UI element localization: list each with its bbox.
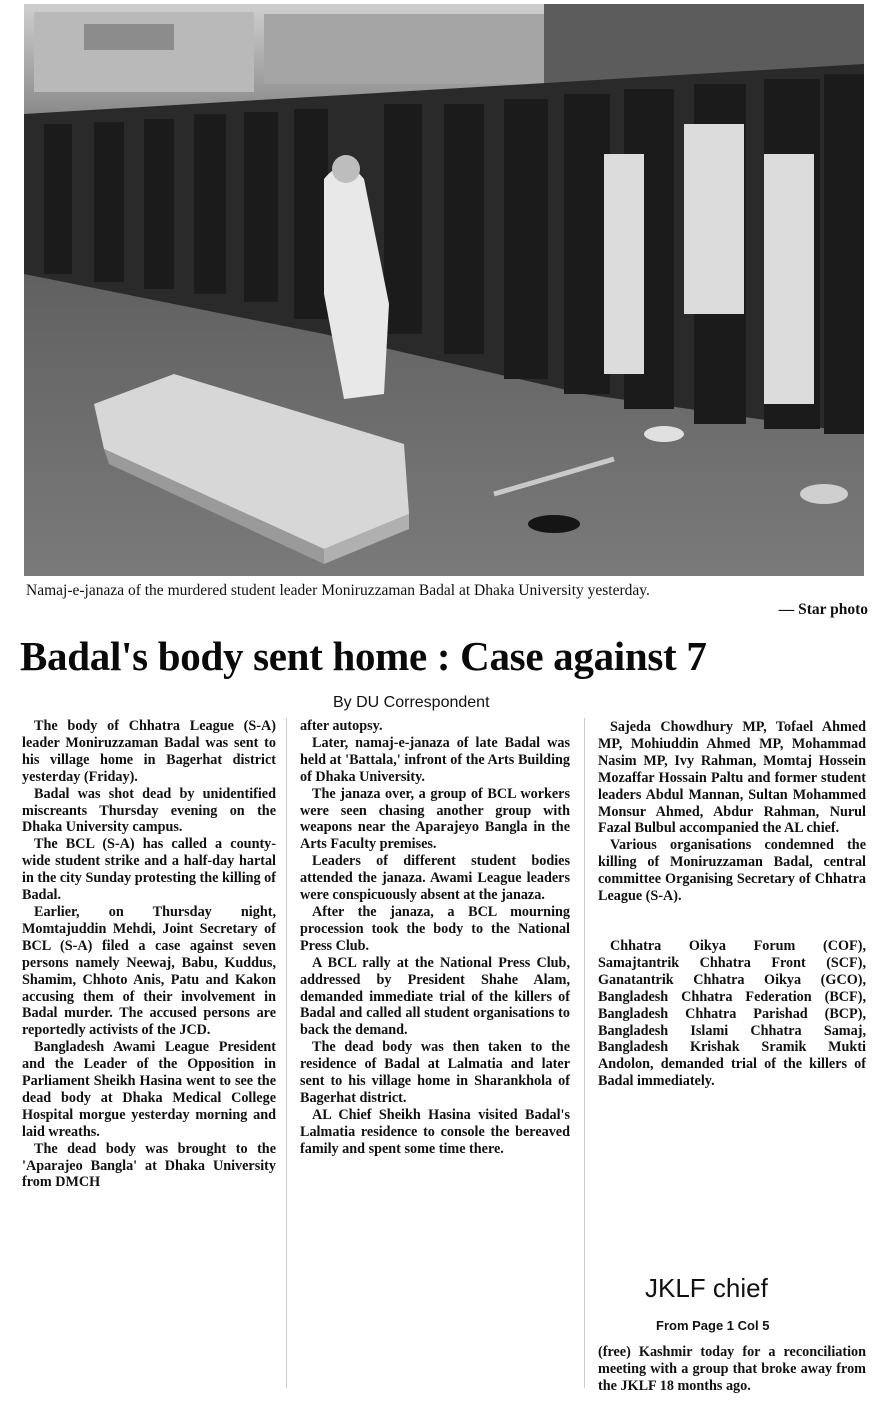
photo-credit: — Star photo	[778, 601, 868, 618]
paragraph: A BCL rally at the National Press Club, addressed by President Shahe Alam, demanded immediate trial of the killers of Badal and called all student organisations to back the demand.	[300, 954, 570, 1039]
column-divider	[286, 718, 287, 1388]
article-column-1	[22, 718, 276, 1191]
paragraph: The janaza over, a group of BCL workers were seen chasing another group with weapons near the Aparajeyo Bangla in the Arts Faculty premises.	[300, 785, 570, 853]
headline: Badal's body sent home : Case against 7	[20, 633, 707, 679]
paragraph: After the janaza, a BCL mourning procession took the body to the National Press Club.	[300, 903, 570, 954]
jklf-article	[598, 1344, 866, 1395]
caption-text: Namaj-e-janaza of the murdered student leader Moniruzzaman Badal at Dhaka University yesterday.	[26, 582, 650, 599]
column-divider	[584, 718, 585, 1388]
paragraph: AL Chief Sheikh Hasina visited Badal's Lalmatia residence to console the bereaved family and spent some time there.	[300, 1106, 570, 1157]
paragraph: The body of Chhatra League (S-A) leader Moniruzzaman Badal was sent to his village home in Bagerhat district yesterday (Friday).	[22, 718, 276, 785]
paragraph: The dead body was brought to the 'Aparajeo Bangla' at Dhaka University from DMCH	[22, 1140, 276, 1191]
paragraph: Chhatra Oikya Forum (COF), Samajtantrik Chhatra Front (SCF), Ganatantrik Chhatra Oikya (GCO), Bangladesh Chhatra Federation (BCF), Bangladesh Chhatra Parishad (BCP), Bangladesh Islami Chhatra Samaj, Bangladesh Krishak Sramik Mukti Andolon, demanded trial of the killers of Badal immediately.	[598, 937, 866, 1090]
news-photo	[24, 4, 864, 576]
paragraph: Sajeda Chowdhury MP, Tofael Ahmed MP, Mohiuddin Ahmed MP, Mohammad Nasim MP, Ivy Rahman, Momtaj Hossein Mozaffar Hossain Paltu and former student leaders Abdul Mannan, Sultan Mohammed Monsur Ahmed, Abdur Rahman, Nurul Fazal Bulbul accompanied the AL chief.	[598, 719, 866, 837]
paragraph: Earlier, on Thursday night, Momtajuddin Mehdi, Joint Secretary of BCL (S-A) filed a case against seven persons namely Neewaj, Babu, Kuddus, Shamim, Chhoto Anis, Patu and Kakon accusing them of their involvement in Badal murder. The accused persons are reportedly activists of the JCD.	[22, 903, 276, 1039]
photo-caption	[26, 581, 868, 618]
article-column-2	[300, 718, 570, 1158]
paragraph: The BCL (S-A) has called a county-wide student strike and a half-day hartal in the city Sunday protesting the killing of Badal.	[22, 836, 276, 904]
prayer-crowd-photo-icon	[24, 4, 864, 576]
paragraph: The dead body was then taken to the residence of Badal at Lalmatia and later sent to his village home in Sharankhola of Bagerhat district.	[300, 1039, 570, 1106]
continued-from: From Page 1 Col 5	[656, 1318, 770, 1333]
paragraph: Later, namaj-e-janaza of late Badal was held at 'Battala,' infront of the Arts Building of Dhaka University.	[300, 734, 570, 785]
paragraph: Badal was shot dead by unidentified miscreants Thursday evening on the Dhaka University campus.	[22, 785, 276, 836]
byline: By DU Correspondent	[333, 694, 490, 711]
article-column-3	[598, 719, 866, 1090]
paragraph: (free) Kashmir today for a reconciliation meeting with a group that broke away from the JKLF 18 months ago.	[598, 1344, 866, 1394]
jklf-heading: JKLF chief	[645, 1273, 768, 1303]
paragraph: after autopsy.	[300, 718, 383, 734]
paragraph: Leaders of different student bodies attended the janaza. Awami League leaders were conspicuously absent at the janaza.	[300, 853, 570, 904]
paragraph-gap	[598, 905, 866, 938]
paragraph: Bangladesh Awami League President and the Leader of the Opposition in Parliament Sheikh Hasina went to see the dead body at Dhaka Medical College Hospital morgue yesterday morning and laid wreaths.	[22, 1039, 276, 1140]
paragraph: Various organisations condemned the killing of Moniruzzaman Badal, central committee Organising Secretary of Chhatra League (S-A).	[598, 837, 866, 905]
